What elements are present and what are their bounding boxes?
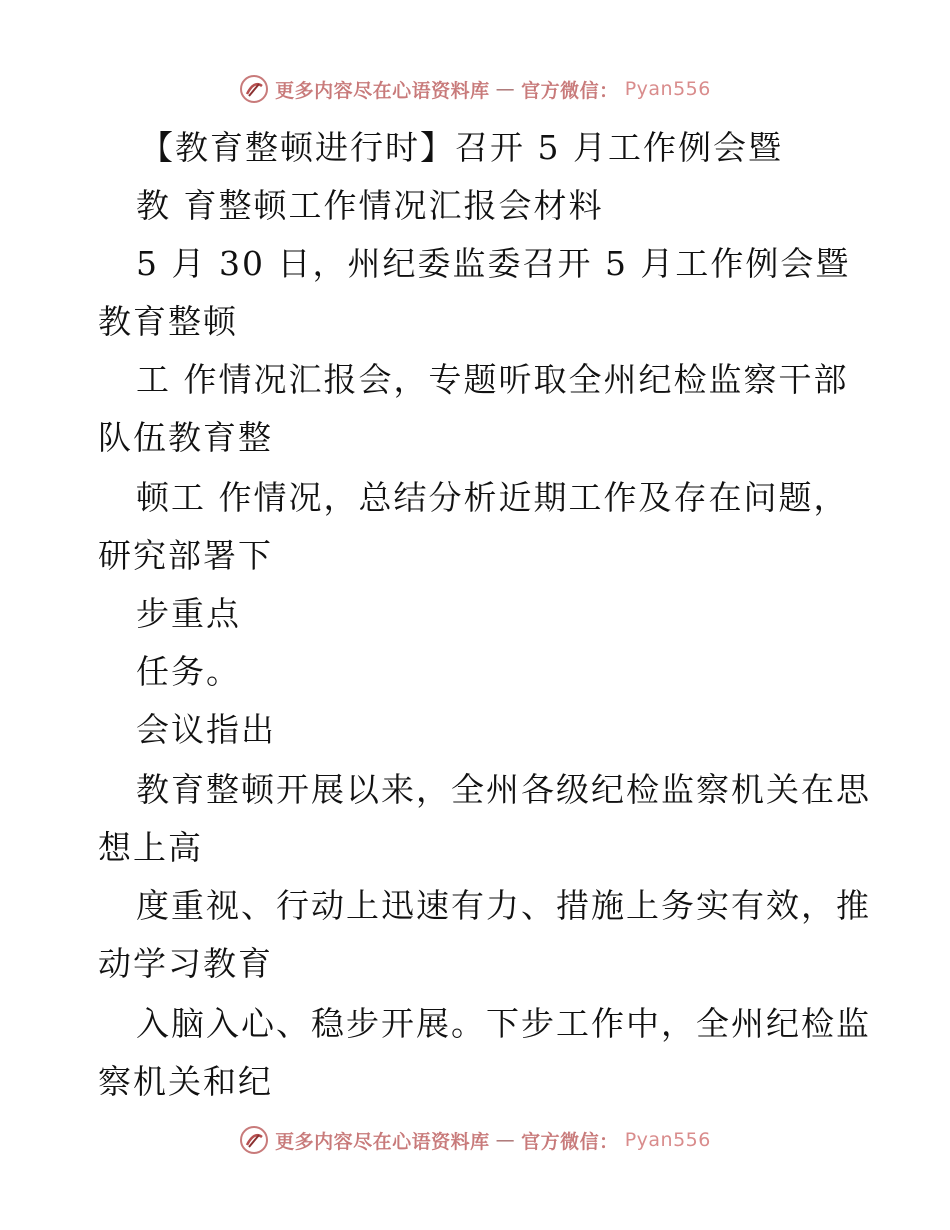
paragraph-line: 想上高 <box>98 828 203 867</box>
watermark-dash: — <box>495 78 516 100</box>
watermark-dash: — <box>495 1129 516 1151</box>
paragraph-line: 察机关和纪 <box>98 1062 273 1101</box>
watermark-site-text: 更多内容尽在心语资料库 <box>275 79 490 102</box>
paragraph-line: 顿工 作情况，总结分析近期工作及存在问题， <box>136 478 849 517</box>
title-line-2: 教 育整顿工作情况汇报会材料 <box>136 186 604 225</box>
paragraph-line: 会议指出 <box>136 710 276 749</box>
paragraph-line: 动学习教育 <box>98 944 273 983</box>
paragraph-line: 工 作情况汇报会，专题听取全州纪检监察干部 <box>136 360 849 399</box>
paragraph-line: 教育整顿开展以来，全州各级纪检监察机关在思 <box>136 770 871 809</box>
paragraph-line: 度重视、行动上迅速有力、措施上务实有效，推 <box>136 886 871 925</box>
paragraph-line: 教育整顿 <box>98 302 238 341</box>
paragraph-line: 研究部署下 <box>98 536 273 575</box>
watermark-wechat-id: Pyan556 <box>624 78 711 100</box>
watermark-site-text: 更多内容尽在心语资料库 <box>275 1130 490 1153</box>
paragraph-line: 5 月 30 日，州纪委监委召开 5 月工作例会暨 <box>136 244 851 283</box>
title-line-1: 【教育整顿进行时】召开 5 月工作例会暨 <box>140 128 783 167</box>
paragraph-line: 入脑入心、稳步开展。下步工作中，全州纪检监 <box>136 1004 871 1043</box>
paragraph-line: 步重点 <box>136 594 241 633</box>
watermark-wechat-label: 官方微信： <box>521 1130 619 1153</box>
watermark-wechat-id: Pyan556 <box>624 1129 711 1151</box>
paragraph-line: 队伍教育整 <box>98 418 273 457</box>
paragraph-line: 任务。 <box>136 652 241 691</box>
logo-icon <box>239 1125 269 1155</box>
footer-watermark <box>0 1122 950 1158</box>
watermark-wechat-label: 官方微信： <box>521 79 619 102</box>
